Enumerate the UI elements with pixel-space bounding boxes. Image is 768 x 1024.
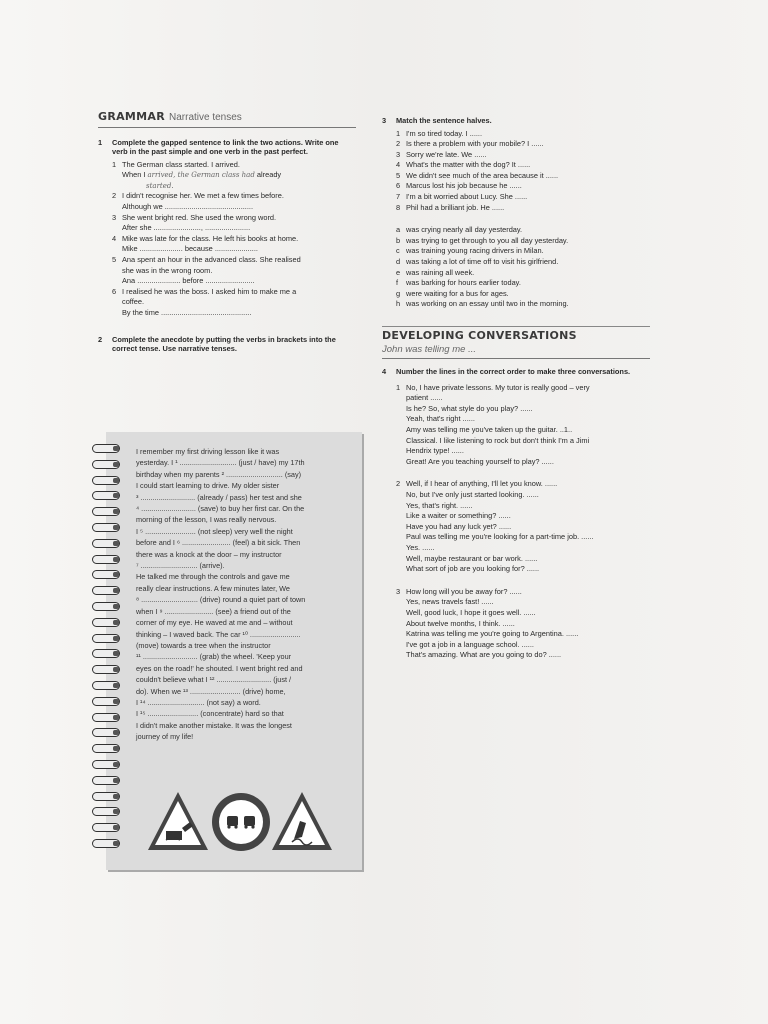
anecdote-line: corner of my eye. He waved at me and – without xyxy=(136,618,293,628)
item-letter: f xyxy=(396,278,399,288)
exercise-item xyxy=(112,287,356,319)
exercise-2-title xyxy=(98,335,356,354)
conversation-lines xyxy=(406,587,650,661)
exercise-instructions: Number the lines in the correct order to make three conversations. xyxy=(396,367,631,377)
anecdote-line: ⁷ ............................ (arrive). xyxy=(136,561,225,571)
conversation-line: Katrina was telling me you're going to Argentina. ...... xyxy=(406,629,579,639)
anecdote-line: really clear instructions. A few minutes later, We xyxy=(136,583,290,593)
match-second-half xyxy=(396,299,650,310)
spiral-ring-icon xyxy=(92,476,122,485)
item-number: 3 xyxy=(112,212,117,222)
item-text: was raining all week. xyxy=(406,267,475,277)
item-line: Mike was late for the class. He left his books at home. xyxy=(122,233,299,243)
exercise-instructions: Complete the anecdote by putting the verbs in brackets into the correct tense. Use narrative tenses. xyxy=(112,334,336,353)
item-line: Ana spent an hour in the advanced class. She realised xyxy=(122,254,301,264)
item-text: Is there a problem with your mobile? I ...... xyxy=(406,139,544,149)
ring-hole xyxy=(113,557,119,562)
item-number: 1 xyxy=(112,159,117,169)
ring-hole xyxy=(113,841,119,846)
conversation-line: I've got a job in a language school. ...... xyxy=(406,639,534,649)
match-first-half xyxy=(396,181,650,192)
spiral-ring-icon xyxy=(92,570,122,579)
item-text: was taking a lot of time off to visit his girlfriend. xyxy=(406,257,559,267)
anecdote-line: ³ ........................... (already / pass) her test and she xyxy=(136,492,302,502)
exercise-item xyxy=(112,160,356,192)
anecdote-line: birthday when my parents ² ............................ (say) xyxy=(136,469,302,479)
item-letter: a xyxy=(396,225,401,235)
spiral-ring-icon xyxy=(92,491,122,500)
grammar-heading: GRAMMAR xyxy=(98,110,165,123)
conversation-line: How long will you be away for? ...... xyxy=(406,586,522,596)
ring-hole xyxy=(113,604,119,609)
item-text: was barking for hours earlier today. xyxy=(406,278,521,288)
exercise-3-title xyxy=(382,116,650,126)
item-number: 5 xyxy=(112,254,117,264)
ring-hole xyxy=(113,809,119,814)
ring-hole xyxy=(113,620,119,625)
ring-hole xyxy=(113,667,119,672)
developing-conversations-header xyxy=(382,326,650,359)
grammar-subheading: Narrative tenses xyxy=(169,112,242,123)
spiral-ring-icon xyxy=(92,681,122,690)
anecdote-line: thinking – I waved back. The car ¹⁰ ......................... xyxy=(136,629,301,639)
item-number: 2 xyxy=(396,139,401,149)
item-text: was training young racing drivers in Milan. xyxy=(406,246,544,256)
conversation-line: Hendrix type! ...... xyxy=(406,446,464,456)
spiral-ring-icon xyxy=(92,697,122,706)
item-letter: b xyxy=(396,235,401,245)
conversation-line: patient ...... xyxy=(406,393,443,403)
ring-hole xyxy=(113,825,119,830)
item-text: was crying nearly all day yesterday. xyxy=(406,225,523,235)
conversation-line: Well, maybe restaurant or bar work. ...... xyxy=(406,553,538,563)
handwritten-answer: arrived, the German class had xyxy=(147,171,255,180)
anecdote-line: morning of the lesson, I was really nervous. xyxy=(136,515,277,525)
spiral-ring-icon xyxy=(92,776,122,785)
road-signs xyxy=(144,784,334,854)
item-line: Although we ........................................... xyxy=(122,201,254,211)
anecdote-line: I ¹⁵ ......................... (concentrate) hard so that xyxy=(136,709,284,719)
item-number: 7 xyxy=(396,192,401,202)
item-line: She went bright red. She used the wrong word. xyxy=(122,212,277,222)
ring-hole xyxy=(113,509,119,514)
match-first-half xyxy=(396,192,650,203)
spiral-ring-icon xyxy=(92,649,122,658)
item-body xyxy=(122,191,356,212)
anecdote-line: ¹¹ ........................... (grab) the wheel. 'Keep your xyxy=(136,652,292,662)
ring-hole xyxy=(113,746,119,751)
anecdote-line: couldn't believe what I ¹² ........................... (just / xyxy=(136,675,292,685)
anecdote-line: He talked me through the controls and gave me xyxy=(136,572,290,582)
exercise-number: 1 xyxy=(98,137,103,147)
exercise-item xyxy=(112,234,356,255)
conversation-line: Yes, news travels fast! ...... xyxy=(406,597,494,607)
item-body xyxy=(122,160,356,192)
conversation-line: Amy was telling me you've taken up the guitar. ..1.. xyxy=(406,425,573,435)
exercise-instructions: Match the sentence halves. xyxy=(396,116,492,125)
exercise-1-title xyxy=(98,138,356,157)
anecdote-notebook xyxy=(106,432,362,870)
conversation xyxy=(396,587,650,661)
exercise-number: 2 xyxy=(98,334,103,344)
match-first-half xyxy=(396,150,650,161)
conversation-line: Well, if I hear of anything, I'll let you know. ...... xyxy=(406,479,558,489)
item-line: I realised he was the boss. I asked him to make me a xyxy=(122,286,297,296)
conversation-line: Classical. I like listening to rock but don't think I'm a Jimi xyxy=(406,435,590,445)
handwritten-answer: started. xyxy=(146,181,174,190)
exercise-4-title xyxy=(382,367,650,377)
anecdote-line: I could start learning to drive. My older sister xyxy=(136,481,280,491)
item-text: We didn't see much of the area because it ...... xyxy=(406,170,559,180)
anecdote-line: do). When we ¹³ ......................... (drive) home, xyxy=(136,686,286,696)
conversation-line: No, I have private lessons. My tutor is really good – very xyxy=(406,382,590,392)
match-second-half xyxy=(396,225,650,236)
ring-hole xyxy=(113,493,119,498)
conversation-number: 1 xyxy=(396,382,401,392)
item-line: Ana ..................... before ........................ xyxy=(122,276,255,286)
spiral-ring-icon xyxy=(92,507,122,516)
ring-hole xyxy=(113,683,119,688)
conversation-line: Is he? So, what style do you play? ...... xyxy=(406,403,533,413)
spiral-ring-icon xyxy=(92,744,122,753)
spiral-ring-icon xyxy=(92,760,122,769)
ring-hole xyxy=(113,715,119,720)
spiral-ring-icon xyxy=(92,586,122,595)
item-line: Mike ..................... because ..................... xyxy=(122,244,258,254)
conversation-line: Great! Are you teaching yourself to play? ...... xyxy=(406,456,554,466)
anecdote-line: there was a knock at the door – my instructor xyxy=(136,549,282,559)
anecdote-line: eyes on the road!' he shouted. I went bright red and xyxy=(136,663,303,673)
item-number: 1 xyxy=(396,128,401,138)
anecdote-line: I ⁵ ......................... (not sleep) very well the night xyxy=(136,526,293,536)
exercise-item xyxy=(112,255,356,287)
item-text: was working on an essay until two in the morning. xyxy=(406,299,569,309)
exercise-4-conversations xyxy=(382,383,650,661)
falling-car-warning-sign-icon xyxy=(148,792,208,850)
ring-hole xyxy=(113,572,119,577)
item-line: By the time ............................................ xyxy=(122,307,252,317)
exercise-number: 4 xyxy=(382,367,387,377)
item-text: were waiting for a bus for ages. xyxy=(406,288,509,298)
match-second-half xyxy=(396,236,650,247)
conversation-lines xyxy=(406,383,650,468)
conversation-number: 3 xyxy=(396,586,401,596)
grammar-header xyxy=(98,112,356,128)
item-body xyxy=(122,287,356,319)
item-number: 3 xyxy=(396,149,401,159)
conversation-number: 2 xyxy=(396,479,401,489)
exercise-1-items xyxy=(112,160,356,319)
item-text: I'm so tired today. I ...... xyxy=(406,128,483,138)
ring-hole xyxy=(113,651,119,656)
item-letter: h xyxy=(396,299,401,309)
spiral-ring-icon xyxy=(92,713,122,722)
no-overtaking-sign-icon xyxy=(212,793,270,851)
match-first-half xyxy=(396,139,650,150)
item-number: 2 xyxy=(112,191,117,201)
match-second-half xyxy=(396,246,650,257)
anecdote-line: ⁸ ............................ (drive) round a quiet part of town xyxy=(136,595,306,605)
match-first-half xyxy=(396,160,650,171)
exercise-item xyxy=(112,191,356,212)
item-text: What's the matter with the dog? It ...... xyxy=(406,160,531,170)
spiral-ring-icon xyxy=(92,665,122,674)
conversation-line: What sort of job are you looking for? ...... xyxy=(406,564,540,574)
match-second-half xyxy=(396,257,650,268)
ring-hole xyxy=(113,462,119,467)
conversation-line: Like a waiter or something? ...... xyxy=(406,511,511,521)
anecdote-text xyxy=(136,446,354,743)
exercise-number: 3 xyxy=(382,116,387,125)
slippery-road-sign-icon xyxy=(272,792,332,850)
item-text: I'm a bit worried about Lucy. She ...... xyxy=(406,192,528,202)
spiral-ring-icon xyxy=(92,634,122,643)
spiral-ring-icon xyxy=(92,823,122,832)
ring-hole xyxy=(113,794,119,799)
developing-heading: DEVELOPING CONVERSATIONS xyxy=(382,329,577,342)
anecdote-line: (move) towards a tree when the instructor xyxy=(136,640,271,650)
exercise-instructions: Complete the gapped sentence to link the two actions. Write one verb in the past simple and one verb in the past perfect. xyxy=(112,137,339,157)
conversation-line: About twelve months, I think. ...... xyxy=(406,618,515,628)
anecdote-line: yesterday. I ¹ ............................ (just / have) my 17th xyxy=(136,458,305,468)
ring-hole xyxy=(113,541,119,546)
spiral-ring-icon xyxy=(92,555,122,564)
spiral-ring-icon xyxy=(92,444,122,453)
anecdote-line: journey of my life! xyxy=(136,732,194,742)
match-first-half xyxy=(396,171,650,182)
right-column xyxy=(382,116,650,661)
anecdote-line: ⁴ ........................... (save) to buy her first car. On the xyxy=(136,504,305,514)
conversation-lines xyxy=(406,479,650,574)
spiral-ring-icon xyxy=(92,523,122,532)
item-body xyxy=(122,234,356,255)
exercise-3-items xyxy=(396,129,650,214)
item-letter: e xyxy=(396,267,401,277)
match-second-half xyxy=(396,278,650,289)
spiral-ring-icon xyxy=(92,807,122,816)
item-line: The German class started. I arrived. xyxy=(122,159,240,169)
ring-hole xyxy=(113,730,119,735)
ring-hole xyxy=(113,525,119,530)
item-number: 8 xyxy=(396,202,401,212)
ring-hole xyxy=(113,588,119,593)
anecdote-line: before and I ⁶ ........................ (feel) a bit sick. Then xyxy=(136,538,301,548)
ring-hole xyxy=(113,778,119,783)
conversation xyxy=(396,479,650,574)
item-letter: g xyxy=(396,288,401,298)
spiral-ring-icon xyxy=(92,460,122,469)
ring-hole xyxy=(113,446,119,451)
item-number: 4 xyxy=(112,233,117,243)
exercise-3-endings xyxy=(396,225,650,310)
left-column xyxy=(98,112,356,354)
item-line: After she ......................., ...................... xyxy=(122,223,251,233)
conversation-line: That's amazing. What are you going to do? ...... xyxy=(406,650,562,660)
anecdote-line: I ¹⁴ ............................ (not say) a word. xyxy=(136,697,261,707)
item-line: When I arrived, the German class had already xyxy=(122,170,282,180)
item-number: 5 xyxy=(396,170,401,180)
item-text: was trying to get through to you all day yesterday. xyxy=(406,235,569,245)
spiral-ring-icon xyxy=(92,792,122,801)
conversation-line: Yeah, that's right ...... xyxy=(406,414,475,424)
conversation-line: Paul was telling me you're looking for a part-time job. ...... xyxy=(406,532,594,542)
conversation-line: No, but I've only just started looking. ...... xyxy=(406,490,539,500)
item-text: Sorry we're late. We ...... xyxy=(406,149,487,159)
conversation-line: Yes, that's right. ...... xyxy=(406,500,473,510)
item-body xyxy=(122,255,356,287)
conversation-line: Have you had any luck yet? ...... xyxy=(406,521,512,531)
ring-hole xyxy=(113,636,119,641)
conversation-line: Yes. ...... xyxy=(406,543,435,552)
exercise-item xyxy=(112,213,356,234)
anecdote-line: I remember my first driving lesson like it was xyxy=(136,447,280,456)
ring-hole xyxy=(113,699,119,704)
match-second-half xyxy=(396,268,650,279)
ring-hole xyxy=(113,762,119,767)
item-line: I didn't recognise her. We met a few times before. xyxy=(122,191,284,201)
item-number: 6 xyxy=(112,286,117,296)
spiral-ring-icon xyxy=(92,839,122,848)
anecdote-line: when I ⁹ ........................ (see) a friend out of the xyxy=(136,606,291,616)
item-line: she was in the wrong room. xyxy=(122,265,213,275)
developing-subheading: John was telling me ... xyxy=(382,345,650,360)
match-first-half xyxy=(396,203,650,214)
ring-hole xyxy=(113,478,119,483)
anecdote-line: I didn't make another mistake. It was the longest xyxy=(136,720,292,730)
item-line: coffee. xyxy=(122,297,145,307)
item-body xyxy=(122,213,356,234)
item-letter: c xyxy=(396,246,400,256)
spiral-ring-icon xyxy=(92,618,122,627)
item-text: Marcus lost his job because he ...... xyxy=(406,181,522,191)
item-number: 4 xyxy=(396,160,401,170)
item-text: Phil had a brilliant job. He ...... xyxy=(406,202,505,212)
item-letter: d xyxy=(396,257,401,267)
match-second-half xyxy=(396,289,650,300)
conversation xyxy=(396,383,650,468)
match-first-half xyxy=(396,129,650,140)
spiral-ring-icon xyxy=(92,728,122,737)
item-number: 6 xyxy=(396,181,401,191)
conversation-line: Well, good luck, I hope it goes well. ...... xyxy=(406,607,536,617)
spiral-ring-icon xyxy=(92,539,122,548)
spiral-ring-icon xyxy=(92,602,122,611)
